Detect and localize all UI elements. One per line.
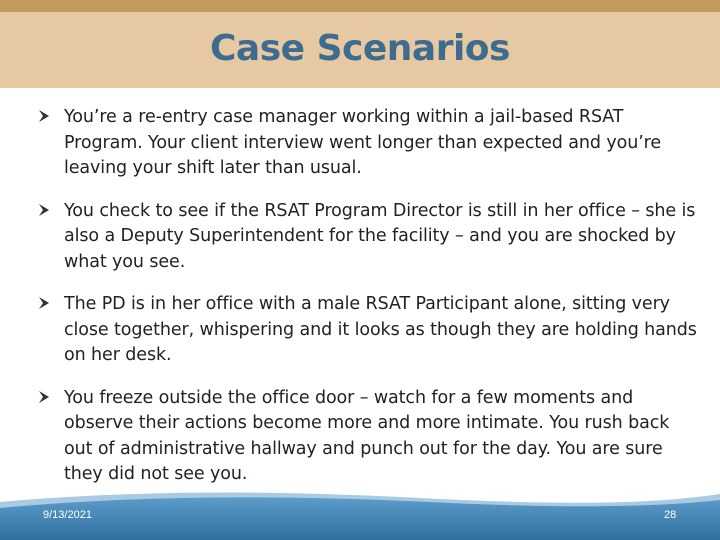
arrowhead-bullet-icon [38, 109, 50, 123]
arrowhead-bullet-icon [38, 203, 50, 217]
bullet-item [38, 386, 698, 488]
bullet-item [38, 292, 698, 369]
arrowhead-bullet-icon [38, 296, 50, 310]
slide-title: Case Scenarios [210, 28, 510, 69]
bullet-text: You check to see if the RSAT Program Director is still in her office – she is also a Deputy Superintendent for the facility – and you are shocked by what you see. [64, 200, 696, 272]
bullet-item [38, 199, 698, 276]
footer-date: 9/13/2021 [43, 509, 92, 521]
bullet-list [38, 105, 698, 505]
bullet-text: You’re a re-entry case manager working within a jail-based RSAT Program. Your client interview went longer than expected and you’re leaving your shift later than usual. [64, 107, 662, 178]
bullet-item [38, 105, 698, 182]
arrowhead-bullet-icon [38, 390, 50, 404]
bullet-text: The PD is in her office with a male RSAT Participant alone, sitting very close together, whispering and it looks as though they are holding hands on her desk. [64, 294, 697, 365]
footer-wave-band [0, 484, 720, 540]
bullet-text: You freeze outside the office door – watch for a few moments and observe their actions become more and more intimate. You rush back out of administrative hallway and punch out for the day. You are sure they did not see you. [64, 387, 670, 484]
header-top-stripe [0, 0, 720, 12]
page-number: 28 [664, 509, 677, 521]
